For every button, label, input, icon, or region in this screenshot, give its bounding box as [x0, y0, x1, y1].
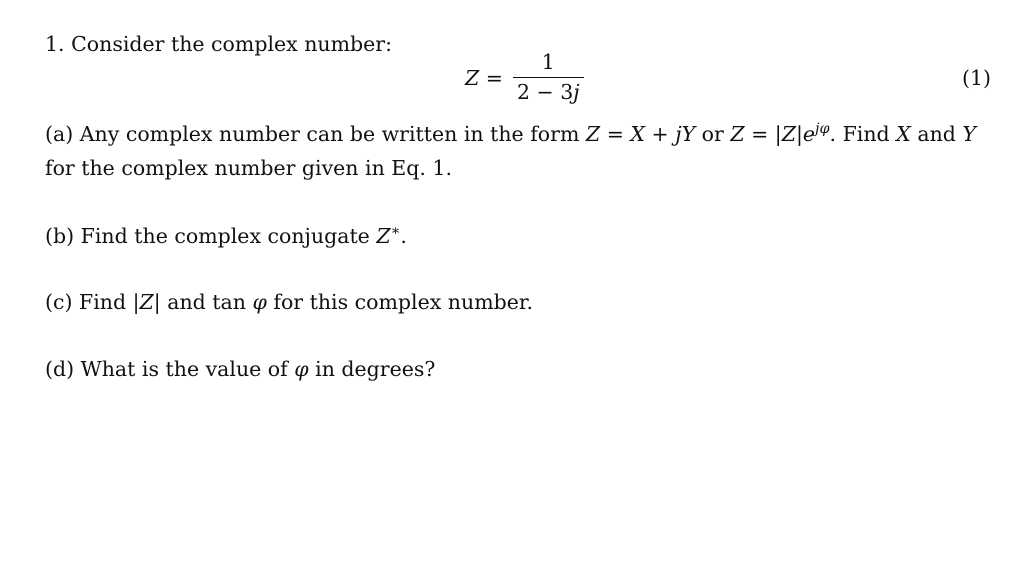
problem-heading — [45, 34, 392, 55]
part-c: (c) Find |Z| and tan φ for this complex number. — [45, 290, 533, 314]
part-b-label: (b) — [45, 224, 75, 248]
part-d: (d) What is the value of φ in degrees? — [45, 357, 436, 381]
part-a-line1: (a) Any complex number can be written in the form Z = X + jY or $Z = |Z|e^{j\varphi}$. Find X and Y — [45, 121, 976, 146]
problem-number: 1. — [45, 32, 65, 56]
part-b: (b) Find the complex conjugate Z∗. — [45, 223, 407, 248]
part-a-line2: for the complex number given in Eq. 1. — [45, 156, 452, 180]
fraction-numerator: 1 — [541, 50, 555, 74]
equation-lhs: Z = — [465, 65, 503, 90]
part-a-label: (a) — [45, 122, 74, 146]
equation-fraction — [513, 52, 584, 103]
problem-intro: Consider the complex number: — [71, 32, 393, 56]
formula-polar: $Z = |Z|e^{j\varphi}$. — [730, 121, 837, 146]
part-d-label: (d) — [45, 357, 75, 381]
part-c-label: (c) — [45, 290, 73, 314]
fraction-denominator: 2 − 3j — [513, 77, 584, 104]
equation-number: (1) — [961, 66, 991, 90]
formula-rectangular: Z = X + jY — [585, 122, 696, 146]
display-equation — [465, 52, 584, 103]
